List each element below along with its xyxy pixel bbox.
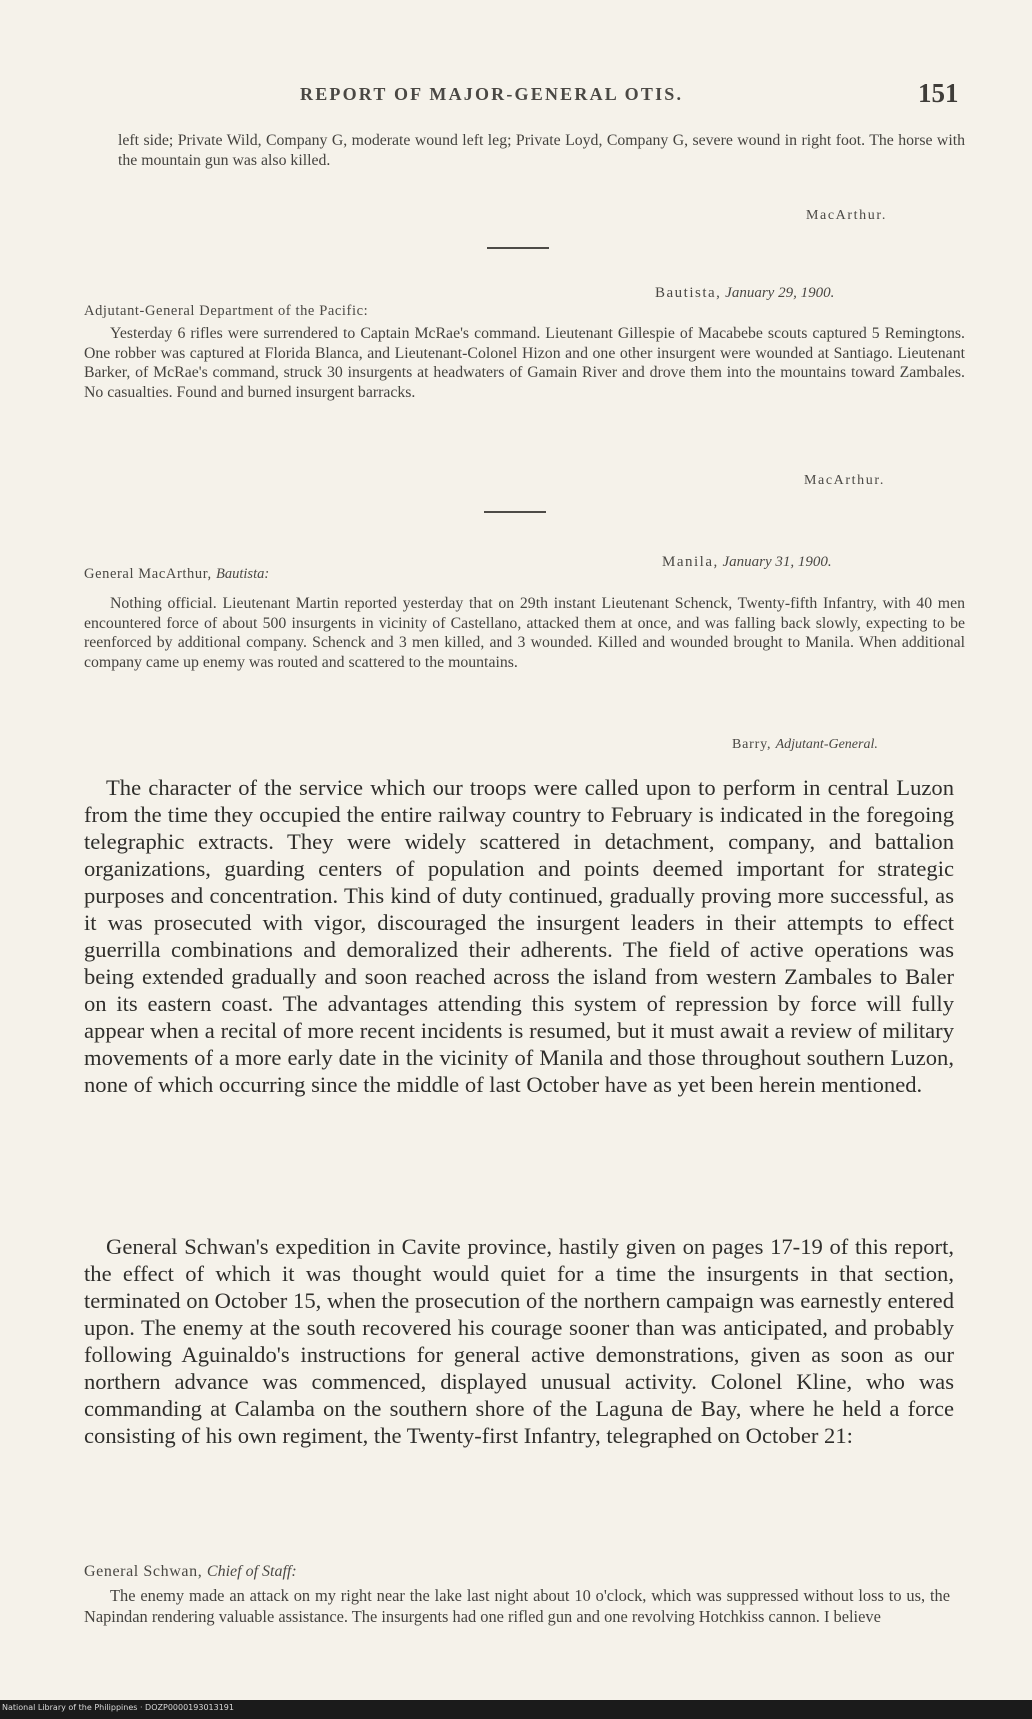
telegram-2-signature: MacArthur. — [804, 473, 885, 488]
body-paragraph-2: General Schwan's expedition in Cavite province, hastily given on pages 17-19 of this report, the effect of which it was thought would quiet for a time the insurgents in that section, terminated on October 15, when the prosecution of the northern campaign was earnestly entered upon. The enemy at the south recovered his courage sooner than was anticipated, and probably following Aguinaldo's instructions for general active demonstrations, given as soon as our northern advance was commenced, displayed unusual activity. Colonel Kline, who was commanding at Calamba on the southern shore of the Laguna de Bay, where he held a force consisting of his own regiment, the Twenty-first Infantry, telegraphed on October 21: — [84, 1234, 954, 1448]
telegram-2-date: January 29, 1900. — [725, 285, 835, 301]
telegram-3-place: Manila, — [662, 554, 719, 570]
telegram-4-addressee-title: Chief of Staff: — [206, 1563, 297, 1580]
running-head: REPORT OF MAJOR-GENERAL OTIS. — [300, 84, 684, 104]
telegram-2-addressee: Adjutant-General Department of the Pacific: — [84, 303, 369, 319]
telegram-2-place: Bautista, — [655, 285, 722, 301]
telegram-4-addressee — [84, 1563, 297, 1581]
telegram-1-text: left side; Private Wild, Company G, moderate wound left leg; Private Loyd, Company G, severe wound in right foot. The horse with the mountain gun was also killed. — [118, 132, 965, 169]
section-divider — [487, 247, 549, 249]
telegram-3-addressee-place: Bautista: — [216, 566, 270, 582]
telegram-3-signature-title: Adjutant-General. — [775, 737, 878, 752]
telegram-3-dateline — [662, 554, 832, 571]
telegram-3-signature-name: Barry, — [732, 737, 772, 752]
page-number: 151 — [918, 78, 959, 108]
telegram-4-addressee-name: General Schwan, — [84, 1563, 203, 1580]
body-paragraph-1: The character of the service which our troops were called upon to perform in central Luzon from the time they occupied the entire railway country to February is indicated in the foregoing telegraphic extracts. They were widely scattered in detachment, company, and battalion organizations, guarding centers of population and points deemed important for strategic purposes and concentration. This kind of duty continued, gradually proving more successful, as it was prosecuted with vigor, discouraged the insurgent leaders in their attempts to effect guerrilla combinations and demoralized their adherents. The field of active operations was being extended gradually and soon reached across the island from western Zambales to Baler on its eastern coast. The advantages attending this system of repression by force will fully appear when a recital of more recent incidents is resumed, but it must await a review of military movements of a more early date in the vicinity of Manila and those throughout southern Luzon, none of which occurring since the middle of last October have as yet been herein mentioned. — [84, 775, 954, 1097]
section-divider — [484, 511, 546, 513]
telegram-3-date: January 31, 1900. — [722, 554, 832, 570]
scan-footer — [0, 1700, 1032, 1719]
telegram-2-dateline — [655, 285, 834, 302]
telegram-3-addressee-name: General MacArthur, — [84, 566, 212, 582]
telegram-4-text: The enemy made an attack on my right near the lake last night about 10 o'clock, which was suppressed without loss to us, the Napindan rendering valuable assistance. The insurgents had one rifled gun and one revolving Hotchkiss cannon. I believe — [84, 1586, 950, 1626]
telegram-3-addressee — [84, 566, 269, 583]
telegram-3-signature — [732, 737, 878, 753]
telegram-1-signature: MacArthur. — [806, 208, 887, 223]
telegram-3-text: Nothing official. Lieutenant Martin reported yesterday that on 29th instant Lieutenant Schenck, Twenty-fifth Infantry, with 40 men encountered force of about 500 insurgents in vicinity of Castellano, attacked them at once, and was falling back slowly, expecting to be reenforced by additional company. Schenck and 3 men killed, and 3 wounded. Killed and wounded brought to Manila. When additional company came up enemy was routed and scattered to the mountains. — [84, 595, 965, 671]
page-header — [0, 78, 1032, 118]
scan-credit: National Library of the Philippines · DOZP0000193013191 — [2, 1703, 234, 1712]
telegram-2-text: Yesterday 6 rifles were surrendered to Captain McRae's command. Lieutenant Gillespie of Macabebe scouts captured 5 Remingtons. One robber was captured at Florida Blanca, and Lieutenant-Colonel Hizon and one other insurgent were wounded at Santiago. Lieutenant Barker, of McRae's command, struck 30 insurgents at headwaters of Gamain River and drove them into the mountains toward Zambales. No casualties. Found and burned insurgent barracks. — [84, 325, 965, 401]
